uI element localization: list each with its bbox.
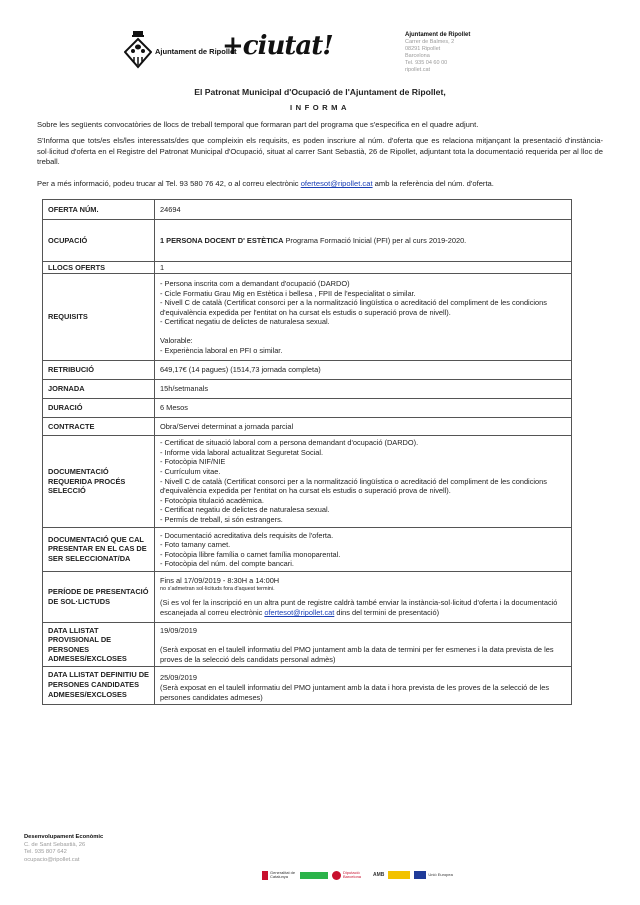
- row-label: DATA LLISTAT DEFINITIU DE PERSONES CANDIDATES ADMESES/EXCLOSES: [43, 667, 155, 705]
- requirements-list: [155, 274, 572, 361]
- row-label: PERÍODE DE PRESENTACIÓ DE SOL·LICTUDS: [43, 571, 155, 622]
- email-link[interactable]: ofertesot@ripollet.cat: [300, 179, 373, 189]
- gobierno-logo: [388, 869, 410, 881]
- intro-paragraph-1: Sobre les següents convocatòries de llocs de treball temporal que formaran part del programa que s'especifica en el quadre adjunt.: [37, 119, 479, 129]
- list-item: - Certificat negatiu de delictes de naturalesa sexual.: [160, 505, 330, 515]
- table-row-llocs: [43, 262, 572, 274]
- list-item: - Permís de treball, si són estrangers.: [160, 514, 283, 524]
- list-item: - Nivell C de català (Certificat consorci per a la normalització lingüística o acreditació del compliment de les condicions d'equivalència expedida per l'entitat on ha cursat els estudis o superació prova de nivell).: [160, 476, 547, 496]
- intro-paragraph-3: [37, 179, 603, 189]
- list-item: - Currículum vitae.: [160, 466, 221, 476]
- eu-logo: [414, 869, 458, 881]
- list-item: - Certificat negatiu de delictes de naturalesa sexual.: [160, 317, 330, 327]
- logo-text: Unió Europea: [428, 871, 453, 877]
- salary-value: 649,17€ (14 pagues) (1514,73 jornada completa): [155, 361, 572, 380]
- valorable-label: Valorable:: [160, 335, 193, 345]
- row-label: DOCUMENTACIÓ QUE CAL PRESENTAR EN EL CAS DE SER SELECCIONAT/DA: [43, 527, 155, 571]
- brand-slogan-logo: +ciutat!: [222, 31, 333, 61]
- document-title: El Patronat Municipal d'Ocupació de l'Ajuntament de Ripollet,: [194, 87, 446, 97]
- note-text: (Si es vol fer la inscripció en un altra punt de registre caldrà també enviar la instància-sol·licitud d'oferta i la documentació escanejada al correu electrònic: [160, 598, 558, 618]
- generalitat-icon: [262, 871, 268, 880]
- list-item: - Persona inscrita com a demandant d'ocupació (DARDO): [160, 279, 350, 288]
- amb-logo: [373, 869, 384, 881]
- positions-value: 1: [155, 262, 572, 274]
- row-label: RETRIBUCIÓ: [43, 361, 155, 380]
- row-label: OCUPACIÓ: [43, 220, 155, 262]
- row-label: DATA LLISTAT PROVISIONAL DE PERSONES ADMESES/EXCLOSES: [43, 622, 155, 667]
- row-label: DURACIÓ: [43, 399, 155, 418]
- contract-value: Obra/Servei determinat a jornada parcial: [155, 418, 572, 436]
- table-row-oferta: [43, 200, 572, 220]
- department-name: Desenvolupament Econòmic: [24, 834, 104, 840]
- brand-name: Ajuntament de Ripollet: [155, 47, 237, 56]
- intro-paragraph-2: S'Informa que tots/es els/les interessats/des que compleixin els requisits, es poden inscriure al núm. d'oferta que es relaciona mitjançant la presentació d'instància-sol·licitud d'oferta en el Registre del Patronat Municipal d'Ocupació, situat al carrer Sant Sebastià, 26 de Ripollet, adjuntant tota la documentació requerida per al lloc de treball.: [37, 136, 603, 167]
- address-street: Carrer de Balmes, 2: [405, 39, 455, 45]
- table-row-duracio: [43, 399, 572, 418]
- final-date: 25/09/2019: [160, 673, 197, 683]
- final-list-info: [155, 667, 572, 705]
- application-period: [155, 571, 572, 622]
- list-item: - Cicle Formatiu Grau Mig en Estètica i bellesa , FPII de l'especialitat o similar.: [160, 288, 416, 298]
- email-link[interactable]: ofertesot@ripollet.cat: [264, 608, 335, 618]
- final-note: (Serà exposat en el taulell informatiu del PMO juntament amb la data i hora prevista de les proves de la selecció de les persones candidates admeses): [160, 683, 550, 702]
- offer-table: [42, 199, 572, 705]
- occupation-program: Programa Formació Inicial (PFI) per al curs 2019-2020.: [283, 235, 467, 245]
- generalitat-logo: [262, 869, 296, 881]
- table-row-provisional: [43, 622, 572, 667]
- note-text-end: dins del termini de presentació): [334, 608, 440, 618]
- eu-flag-icon: [414, 871, 426, 879]
- informa-heading: INFORMA: [290, 103, 350, 113]
- documentation-list: [155, 436, 572, 527]
- occupation-title: 1 PERSONA DOCENT D' ESTÈTICA: [160, 235, 284, 245]
- address-phone: Tel. 935 04 60 00: [405, 60, 448, 66]
- soc-icon: [300, 872, 328, 879]
- row-label: OFERTA NÚM.: [43, 200, 155, 220]
- list-item: - Documentació acreditativa dels requisits de l'oferta.: [160, 530, 334, 540]
- table-row-jornada: [43, 380, 572, 399]
- address-title: Ajuntament de Ripollet: [405, 32, 471, 38]
- table-row-ocupacio: [43, 220, 572, 262]
- diputacio-logo: [332, 869, 369, 881]
- list-item: - Nivell C de català (Certificat consorci per a la normalització lingüística o acreditació del compliment de les condicions d'equivalència expedida per l'entitat on ha cursat els estudis o superació prova de nivell).: [160, 298, 547, 317]
- logo-text: Generalitat de Catalunya: [270, 869, 296, 879]
- list-item: - Experiència laboral en PFI o similar.: [160, 345, 283, 355]
- address-city: 08291 Ripollet: [405, 46, 441, 52]
- table-row-contracte: [43, 418, 572, 436]
- table-row-periode: [43, 571, 572, 622]
- table-row-seleccionat: [43, 527, 572, 571]
- soc-logo: [300, 869, 328, 881]
- logo-text: AMB: [373, 871, 385, 878]
- row-label: JORNADA: [43, 380, 155, 399]
- deadline-note: no s'admetran sol·licituds fora d'aquest termini.: [160, 586, 275, 593]
- footer-contact: [24, 834, 103, 864]
- list-item: - Fotocòpia NIF/NIE: [160, 457, 226, 467]
- row-label: REQUISITS: [43, 274, 155, 361]
- department-phone: Tel. 935 807 642: [24, 849, 67, 856]
- list-item: - Certificat de situació laboral com a persona demandant d'ocupació (DARDO).: [160, 438, 419, 448]
- row-label: LLOCS OFERTS: [43, 262, 155, 274]
- address-region: Barcelona: [405, 53, 430, 59]
- list-item: - Fotocòpia titulació acadèmica.: [160, 495, 264, 505]
- list-item: - Fotocòpia del núm. del compte bancari.: [160, 559, 294, 569]
- letterhead: [0, 0, 640, 80]
- gobierno-icon: [388, 871, 410, 879]
- row-label: CONTRACTE: [43, 418, 155, 436]
- address-block: [405, 32, 470, 74]
- logo-text: Diputació Barcelona: [343, 869, 362, 879]
- occupation-value: [155, 220, 572, 262]
- intro-section: [37, 87, 603, 196]
- department-street: C. de Sant Sebastià, 26: [24, 841, 86, 848]
- table-row-documentacio: [43, 436, 572, 527]
- alternative-registration-note: [160, 598, 566, 617]
- duration-value: 6 Mesos: [155, 399, 572, 418]
- contact-text: Per a més informació, podeu trucar al Tel. 93 580 76 42, o al correu electrònic: [37, 179, 301, 189]
- list-item: - Foto tamany carnet.: [160, 540, 231, 550]
- sponsor-logos: [262, 868, 458, 882]
- provisional-date: 19/09/2019: [160, 625, 197, 635]
- provisional-note: (Serà exposat en el taulell informatiu del PMO juntament amb la data de termini per fer esmenes i la data prevista de les proves de la selecció dels candidats personal admès): [160, 645, 554, 664]
- diputacio-icon: [332, 871, 341, 880]
- offer-number: 24694: [155, 200, 572, 220]
- municipal-crest-icon: [124, 30, 152, 70]
- table-row-definitiu: [43, 667, 572, 705]
- department-email: ocupacio@ripollet.cat: [24, 856, 80, 863]
- list-item: - Informe vida laboral actualitzat Seguretat Social.: [160, 447, 324, 457]
- contact-text-end: amb la referència del núm. d'oferta.: [372, 179, 494, 189]
- row-label: DOCUMENTACIÓ REQUERIDA PROCÉS SELECCIÓ: [43, 436, 155, 527]
- provisional-list-info: [155, 622, 572, 667]
- address-web: ripollet.cat: [405, 67, 431, 73]
- selected-documentation-list: [155, 527, 572, 571]
- schedule-value: 15h/setmanals: [155, 380, 572, 399]
- table-row-requisits: [43, 274, 572, 361]
- table-row-retribucio: [43, 361, 572, 380]
- list-item: - Fotocòpia llibre família o carnet família monoparental.: [160, 549, 341, 559]
- deadline: Fins al 17/09/2019 - 8:30H a 14:00H: [160, 575, 280, 585]
